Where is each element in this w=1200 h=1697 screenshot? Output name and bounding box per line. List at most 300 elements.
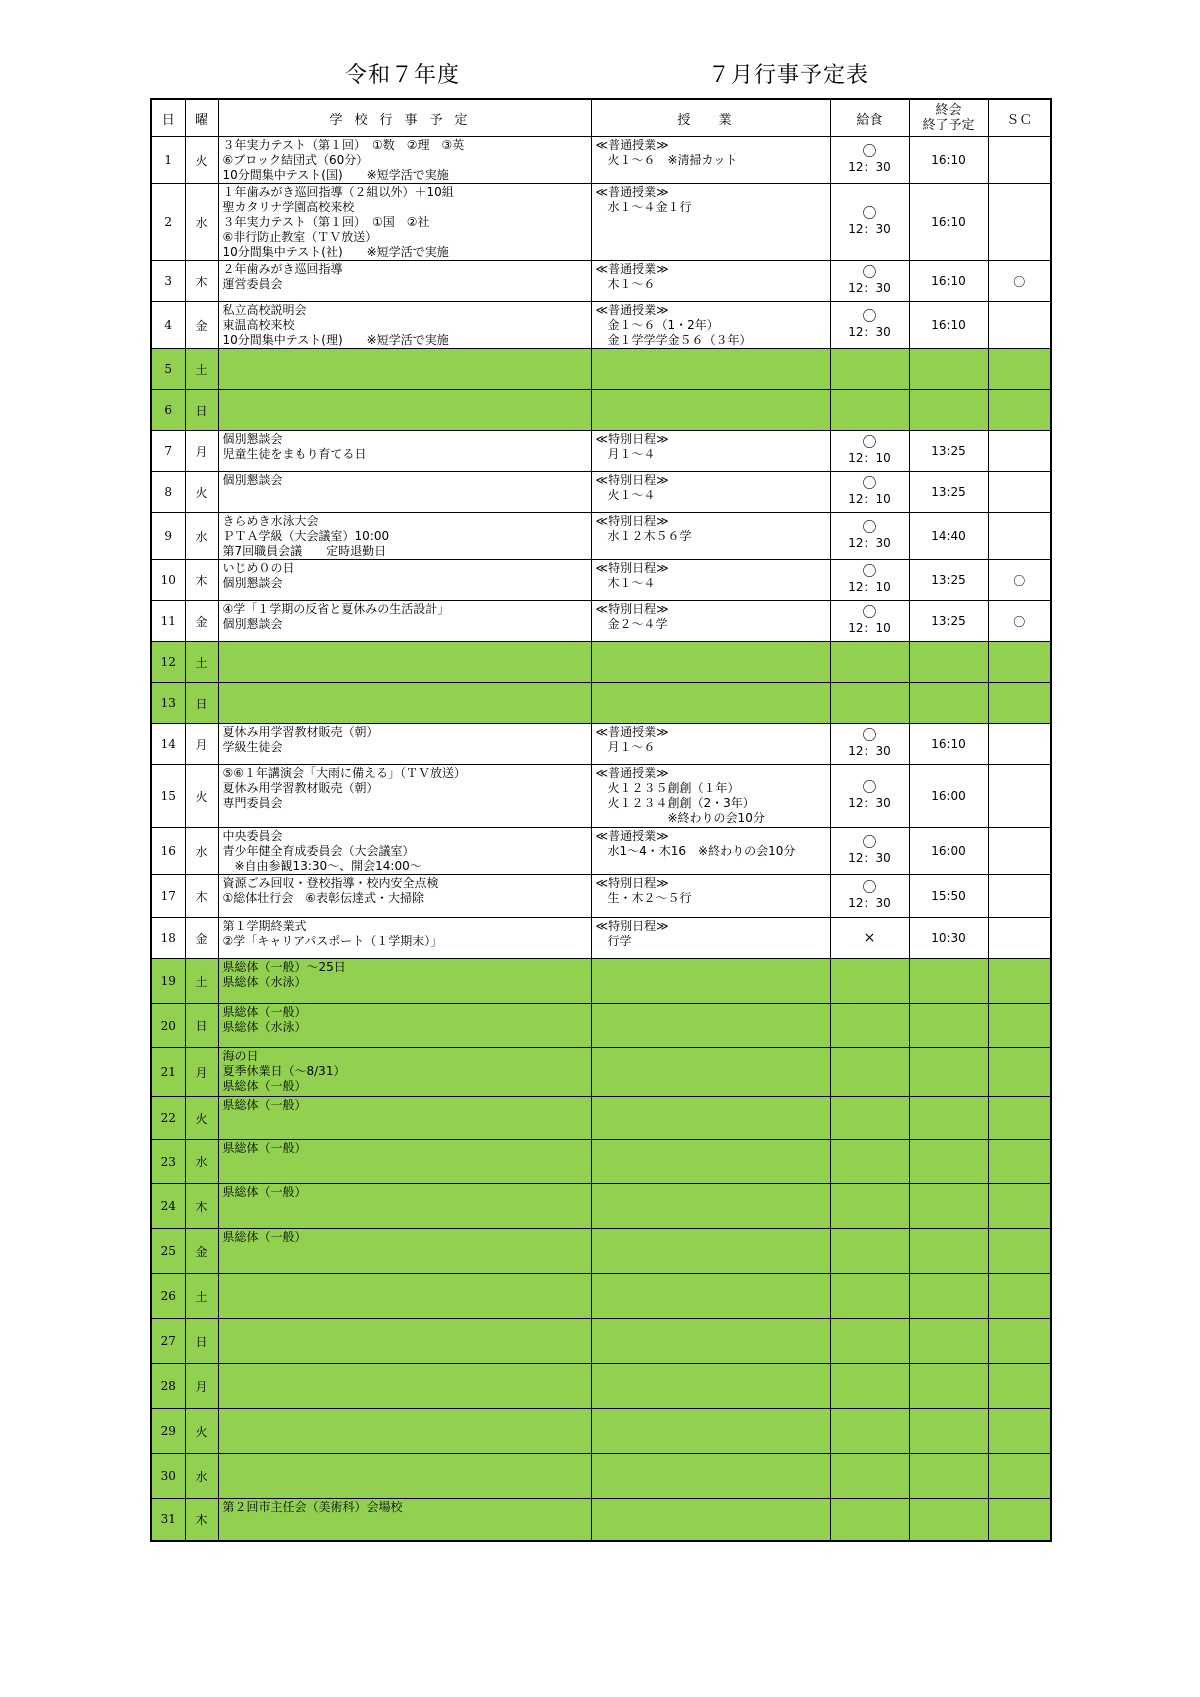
day-of-week-cell: 火 (185, 765, 218, 828)
day-number-cell: 2 (151, 184, 185, 261)
school-lunch-cell (830, 724, 909, 765)
end-time-cell: 14:40 (909, 513, 988, 560)
end-time-cell (909, 642, 988, 683)
day-number-cell: 23 (151, 1140, 185, 1184)
lunch-time: 12：30 (848, 325, 891, 339)
sc-cell (988, 959, 1051, 1004)
day-number-cell: 13 (151, 683, 185, 724)
table-row (151, 1274, 1051, 1319)
lessons-cell (591, 1364, 830, 1409)
lesson-line: ≪特別日程≫ (595, 602, 669, 616)
lesson-line: 木１～４ (595, 576, 656, 590)
table-row (151, 1097, 1051, 1140)
lesson-line: ≪特別日程≫ (595, 561, 669, 575)
day-number-cell: 28 (151, 1364, 185, 1409)
school-events-cell (218, 1364, 591, 1409)
end-time-cell (909, 1454, 988, 1499)
table-row (151, 683, 1051, 724)
school-lunch-cell (830, 1499, 909, 1541)
table-row (151, 1409, 1051, 1454)
table-row (151, 1499, 1051, 1541)
day-of-week-cell: 木 (185, 560, 218, 601)
lessons-cell (591, 1140, 830, 1184)
sc-cell (988, 1499, 1051, 1541)
day-number-cell: 1 (151, 137, 185, 184)
lessons-cell (591, 349, 830, 390)
event-line: 資源ごみ回収・登校指導・校内安全点検 (222, 876, 439, 890)
sc-cell (988, 349, 1051, 390)
day-number-cell: 22 (151, 1097, 185, 1140)
school-lunch-cell (830, 1409, 909, 1454)
lunch-mark: 〇 (862, 780, 877, 796)
event-line: 県総体（一般） (222, 1141, 307, 1155)
day-number-cell: 25 (151, 1229, 185, 1274)
event-line: 夏休み用学習教材販売（朝） (222, 781, 379, 795)
day-of-week-cell: 火 (185, 1097, 218, 1140)
table-row (151, 261, 1051, 302)
day-of-week-cell: 木 (185, 1184, 218, 1229)
event-line: 県総体（水泳） (222, 1020, 307, 1034)
school-events-cell (218, 1229, 591, 1274)
day-number-cell: 24 (151, 1184, 185, 1229)
table-row (151, 349, 1051, 390)
sc-cell (988, 642, 1051, 683)
table-row (151, 642, 1051, 683)
event-line: 10分間集中テスト(理) ※短学活で実施 (222, 333, 449, 347)
lunch-time: 12：10 (848, 580, 891, 594)
end-time-cell (909, 349, 988, 390)
lesson-line: ≪普通授業≫ (595, 725, 669, 739)
table-row (151, 1184, 1051, 1229)
sc-cell: 〇 (988, 601, 1051, 642)
event-line: ⑥ブロック結団式（60分） (222, 153, 369, 167)
event-line: 県総体（一般） (222, 1005, 307, 1019)
lesson-line: ≪特別日程≫ (595, 432, 669, 446)
day-number-cell: 19 (151, 959, 185, 1004)
lessons-cell (591, 724, 830, 765)
lesson-line: 生・木２～５行 (595, 891, 692, 905)
day-of-week-cell: 木 (185, 875, 218, 918)
lunch-time: 12：30 (848, 851, 891, 865)
lunch-time: 12：30 (848, 896, 891, 910)
sc-cell (988, 828, 1051, 875)
event-line: 県総体（一般） (222, 1185, 307, 1199)
school-lunch-cell (830, 302, 909, 349)
event-line: ２年歯みがき巡回指導 (222, 262, 343, 276)
lunch-time: 12：10 (848, 621, 891, 635)
sc-cell (988, 1229, 1051, 1274)
event-line: ⑤⑥１年講演会「大雨に備える」（ＴＶ放送） (222, 766, 467, 780)
day-of-week-cell: 木 (185, 1499, 218, 1541)
sc-cell (988, 137, 1051, 184)
sc-cell (988, 918, 1051, 959)
event-line: 県総体（水泳） (222, 975, 307, 989)
lesson-line: ≪普通授業≫ (595, 138, 669, 152)
lunch-time: 12：30 (848, 160, 891, 174)
event-line: 夏休み用学習教材販売（朝） (222, 725, 379, 739)
header-row (151, 99, 1051, 137)
sc-cell (988, 302, 1051, 349)
end-time-cell: 13:25 (909, 560, 988, 601)
lessons-cell (591, 642, 830, 683)
table-row (151, 828, 1051, 875)
school-lunch-cell (830, 1319, 909, 1364)
school-lunch-cell (830, 261, 909, 302)
event-line: 青少年健全育成委員会（大会議室） (222, 844, 415, 858)
school-events-cell (218, 137, 591, 184)
lesson-line: 月１～６ (595, 740, 656, 754)
lessons-cell (591, 1097, 830, 1140)
lesson-line: ≪普通授業≫ (595, 303, 669, 317)
header-school-events: 学校行事予定 (218, 99, 591, 137)
school-lunch-cell (830, 137, 909, 184)
day-number-cell: 15 (151, 765, 185, 828)
school-lunch-cell (830, 601, 909, 642)
day-number-cell: 10 (151, 560, 185, 601)
table-row (151, 724, 1051, 765)
day-of-week-cell: 日 (185, 683, 218, 724)
day-of-week-cell: 金 (185, 1229, 218, 1274)
school-events-cell (218, 1140, 591, 1184)
school-lunch-cell (830, 918, 909, 959)
day-of-week-cell: 金 (185, 601, 218, 642)
school-lunch-cell (830, 390, 909, 431)
school-lunch-cell (830, 875, 909, 918)
end-time-cell (909, 1048, 988, 1097)
header-day-of-week: 曜 (185, 99, 218, 137)
sc-cell (988, 1454, 1051, 1499)
lesson-line: 火１～４ (595, 488, 656, 502)
event-line: 10分間集中テスト(国) ※短学活で実施 (222, 168, 449, 182)
day-of-week-cell: 水 (185, 513, 218, 560)
lessons-cell (591, 1319, 830, 1364)
day-number-cell: 7 (151, 431, 185, 472)
day-number-cell: 21 (151, 1048, 185, 1097)
lessons-cell (591, 1499, 830, 1541)
table-row (151, 765, 1051, 828)
day-of-week-cell: 土 (185, 1274, 218, 1319)
header-end-time (909, 99, 988, 137)
lessons-cell (591, 959, 830, 1004)
lunch-mark: × (863, 929, 876, 946)
school-events-cell (218, 390, 591, 431)
school-events-cell (218, 431, 591, 472)
day-of-week-cell: 水 (185, 184, 218, 261)
sc-cell (988, 390, 1051, 431)
header-sc: ＳＣ (988, 99, 1051, 137)
event-line: ＰＴＡ学級（大会議室）10:00 (222, 529, 390, 543)
lesson-line: 水１～４金１行 (595, 200, 692, 214)
day-number-cell: 17 (151, 875, 185, 918)
table-row (151, 560, 1051, 601)
header-day: 日 (151, 99, 185, 137)
table-row (151, 472, 1051, 513)
end-time-cell: 13:25 (909, 472, 988, 513)
header-lessons: 授 業 (591, 99, 830, 137)
school-lunch-cell (830, 1048, 909, 1097)
sc-cell (988, 1048, 1051, 1097)
end-time-cell: 10:30 (909, 918, 988, 959)
event-line: ３年実力テスト（第１回） ①国 ②社 (222, 215, 430, 229)
lunch-mark: 〇 (862, 564, 877, 580)
lessons-cell (591, 560, 830, 601)
table-row (151, 1048, 1051, 1097)
sc-cell (988, 431, 1051, 472)
lunch-mark: 〇 (862, 476, 877, 492)
lesson-line: 金２～４学 (595, 617, 668, 631)
school-events-cell (218, 261, 591, 302)
end-time-cell (909, 1097, 988, 1140)
event-line: 中央委員会 (222, 829, 283, 843)
lunch-time: 12：30 (848, 536, 891, 550)
sc-cell (988, 1184, 1051, 1229)
lunch-mark: 〇 (862, 309, 877, 325)
lunch-mark: 〇 (862, 144, 877, 160)
event-line: 運営委員会 (222, 277, 283, 291)
end-time-cell: 15:50 (909, 875, 988, 918)
lesson-line: 火１～６ ※清掃カット (595, 153, 738, 167)
lessons-cell (591, 765, 830, 828)
day-of-week-cell: 水 (185, 1454, 218, 1499)
school-lunch-cell (830, 765, 909, 828)
table-row (151, 1319, 1051, 1364)
school-events-cell (218, 513, 591, 560)
header-end-line2: 終了予定 (922, 118, 975, 133)
event-line: 個別懇談会 (222, 473, 283, 487)
lesson-line: 月１～４ (595, 447, 656, 461)
event-line: 児童生徒をまもり育てる日 (222, 447, 367, 461)
lesson-line: 行学 (595, 934, 632, 948)
end-time-cell (909, 1319, 988, 1364)
lessons-cell (591, 1184, 830, 1229)
school-events-cell (218, 683, 591, 724)
lessons-cell (591, 683, 830, 724)
sc-cell (988, 1097, 1051, 1140)
school-events-cell (218, 349, 591, 390)
table-row (151, 1364, 1051, 1409)
end-time-cell (909, 1184, 988, 1229)
table-row (151, 918, 1051, 959)
event-line: 個別懇談会 (222, 576, 283, 590)
day-of-week-cell: 金 (185, 918, 218, 959)
table-row (151, 1454, 1051, 1499)
event-line: ３年実力テスト（第１回） ①数 ②理 ③英 (222, 138, 465, 152)
lessons-cell (591, 390, 830, 431)
day-of-week-cell: 日 (185, 390, 218, 431)
sc-cell (988, 513, 1051, 560)
lesson-line: ≪普通授業≫ (595, 185, 669, 199)
day-number-cell: 11 (151, 601, 185, 642)
lesson-line: ≪特別日程≫ (595, 473, 669, 487)
end-time-cell: 13:25 (909, 601, 988, 642)
event-line: 県総体（一般） (222, 1230, 307, 1244)
end-time-cell (909, 390, 988, 431)
end-time-cell (909, 1364, 988, 1409)
end-time-cell (909, 1004, 988, 1048)
day-number-cell: 18 (151, 918, 185, 959)
school-lunch-cell (830, 959, 909, 1004)
table-row (151, 137, 1051, 184)
event-line: 海の日 (222, 1049, 259, 1063)
school-events-cell (218, 765, 591, 828)
day-number-cell: 27 (151, 1319, 185, 1364)
event-line: 個別懇談会 (222, 617, 283, 631)
school-events-cell (218, 642, 591, 683)
day-of-week-cell: 水 (185, 1140, 218, 1184)
lunch-mark: 〇 (862, 206, 877, 222)
sc-cell (988, 875, 1051, 918)
header-school-lunch: 給食 (830, 99, 909, 137)
school-events-cell (218, 1048, 591, 1097)
end-time-cell (909, 1140, 988, 1184)
school-events-cell (218, 918, 591, 959)
lunch-mark: 〇 (862, 265, 877, 281)
day-of-week-cell: 木 (185, 261, 218, 302)
event-line: １年歯みがき巡回指導（２組以外）＋10組 (222, 185, 454, 199)
school-lunch-cell (830, 431, 909, 472)
table-row (151, 875, 1051, 918)
school-events-cell (218, 1004, 591, 1048)
school-lunch-cell (830, 1229, 909, 1274)
day-of-week-cell: 火 (185, 1409, 218, 1454)
lunch-mark: 〇 (862, 835, 877, 851)
day-number-cell: 29 (151, 1409, 185, 1454)
lessons-cell (591, 431, 830, 472)
lesson-line: ≪特別日程≫ (595, 514, 669, 528)
event-line: 私立高校説明会 (222, 303, 307, 317)
day-of-week-cell: 日 (185, 1319, 218, 1364)
sc-cell (988, 1140, 1051, 1184)
schedule-title: ７月行事予定表 (708, 63, 870, 88)
event-line: 学級生徒会 (222, 740, 283, 754)
lessons-cell (591, 875, 830, 918)
school-events-cell (218, 959, 591, 1004)
lesson-line: ≪普通授業≫ (595, 262, 669, 276)
school-lunch-cell (830, 349, 909, 390)
event-line: 聖カタリナ学園高校来校 (222, 200, 355, 214)
day-number-cell: 14 (151, 724, 185, 765)
end-time-cell: 16:10 (909, 137, 988, 184)
school-events-cell (218, 1184, 591, 1229)
lunch-mark: 〇 (862, 435, 877, 451)
day-number-cell: 20 (151, 1004, 185, 1048)
school-events-cell (218, 1454, 591, 1499)
sc-cell (988, 765, 1051, 828)
school-lunch-cell (830, 1140, 909, 1184)
event-line: ①総体壮行会 ⑥表彰伝達式・大掃除 (222, 891, 425, 905)
school-lunch-cell (830, 560, 909, 601)
table-row (151, 302, 1051, 349)
school-lunch-cell (830, 513, 909, 560)
sc-cell (988, 1004, 1051, 1048)
lessons-cell (591, 601, 830, 642)
lunch-time: 12：30 (848, 222, 891, 236)
lesson-line: ≪普通授業≫ (595, 829, 669, 843)
lesson-line: 金１～６（1・2年） (595, 318, 719, 332)
lesson-line: ※終わりの会10分 (595, 811, 765, 825)
school-events-cell (218, 560, 591, 601)
fiscal-year-title: 令和７年度 (345, 63, 461, 88)
lesson-line: 火１２３５創創（１年） (595, 781, 740, 795)
lessons-cell (591, 261, 830, 302)
lesson-line: 火１２３４創創（2・3年） (595, 796, 755, 810)
end-time-cell (909, 1499, 988, 1541)
school-lunch-cell (830, 184, 909, 261)
end-time-cell: 16:10 (909, 261, 988, 302)
day-of-week-cell: 火 (185, 472, 218, 513)
school-events-cell (218, 184, 591, 261)
table-row (151, 390, 1051, 431)
lesson-line: 金１学学学金５６（３年） (595, 333, 752, 347)
event-line: 県総体（一般） (222, 1098, 307, 1112)
school-events-cell (218, 1097, 591, 1140)
day-number-cell: 4 (151, 302, 185, 349)
lessons-cell (591, 828, 830, 875)
lunch-time: 12：10 (848, 492, 891, 506)
lessons-cell (591, 513, 830, 560)
end-time-cell (909, 959, 988, 1004)
end-time-cell (909, 683, 988, 724)
lunch-time: 12：30 (848, 796, 891, 810)
table-row (151, 184, 1051, 261)
lesson-line: ≪普通授業≫ (595, 766, 669, 780)
event-line: ⑥非行防止教室（ＴＶ放送） (222, 230, 378, 244)
lesson-line: 木１～６ (595, 277, 656, 291)
day-number-cell: 31 (151, 1499, 185, 1541)
lessons-cell (591, 184, 830, 261)
day-of-week-cell: 土 (185, 349, 218, 390)
event-line: 専門委員会 (222, 796, 283, 810)
day-number-cell: 12 (151, 642, 185, 683)
school-events-cell (218, 302, 591, 349)
school-events-cell (218, 472, 591, 513)
school-events-cell (218, 828, 591, 875)
event-line: 第１学期終業式 (222, 919, 307, 933)
sc-cell (988, 184, 1051, 261)
end-time-cell: 16:10 (909, 184, 988, 261)
school-events-cell (218, 875, 591, 918)
event-line: いじめ０の日 (222, 561, 295, 575)
school-lunch-cell (830, 1364, 909, 1409)
event-line: 個別懇談会 (222, 432, 283, 446)
monthly-schedule-table (150, 98, 1052, 1542)
school-lunch-cell (830, 828, 909, 875)
lessons-cell (591, 918, 830, 959)
day-of-week-cell: 土 (185, 959, 218, 1004)
event-line: 県総体（一般） (222, 1079, 307, 1093)
day-of-week-cell: 水 (185, 828, 218, 875)
school-lunch-cell (830, 1004, 909, 1048)
table-row (151, 431, 1051, 472)
table-row (151, 1229, 1051, 1274)
sc-cell (988, 1319, 1051, 1364)
table-row (151, 601, 1051, 642)
day-of-week-cell: 月 (185, 1364, 218, 1409)
sc-cell (988, 683, 1051, 724)
school-lunch-cell (830, 1274, 909, 1319)
sc-cell (988, 472, 1051, 513)
event-line: 東温高校来校 (222, 318, 295, 332)
lunch-mark: 〇 (862, 605, 877, 621)
event-line: 県総体（一般）～25日 (222, 960, 346, 974)
day-number-cell: 30 (151, 1454, 185, 1499)
lunch-time: 12：30 (848, 281, 891, 295)
end-time-cell: 16:10 (909, 724, 988, 765)
lesson-line: 水1～4・木16 ※終わりの会10分 (595, 844, 796, 858)
day-of-week-cell: 月 (185, 1048, 218, 1097)
school-events-cell (218, 1499, 591, 1541)
table-row (151, 1004, 1051, 1048)
